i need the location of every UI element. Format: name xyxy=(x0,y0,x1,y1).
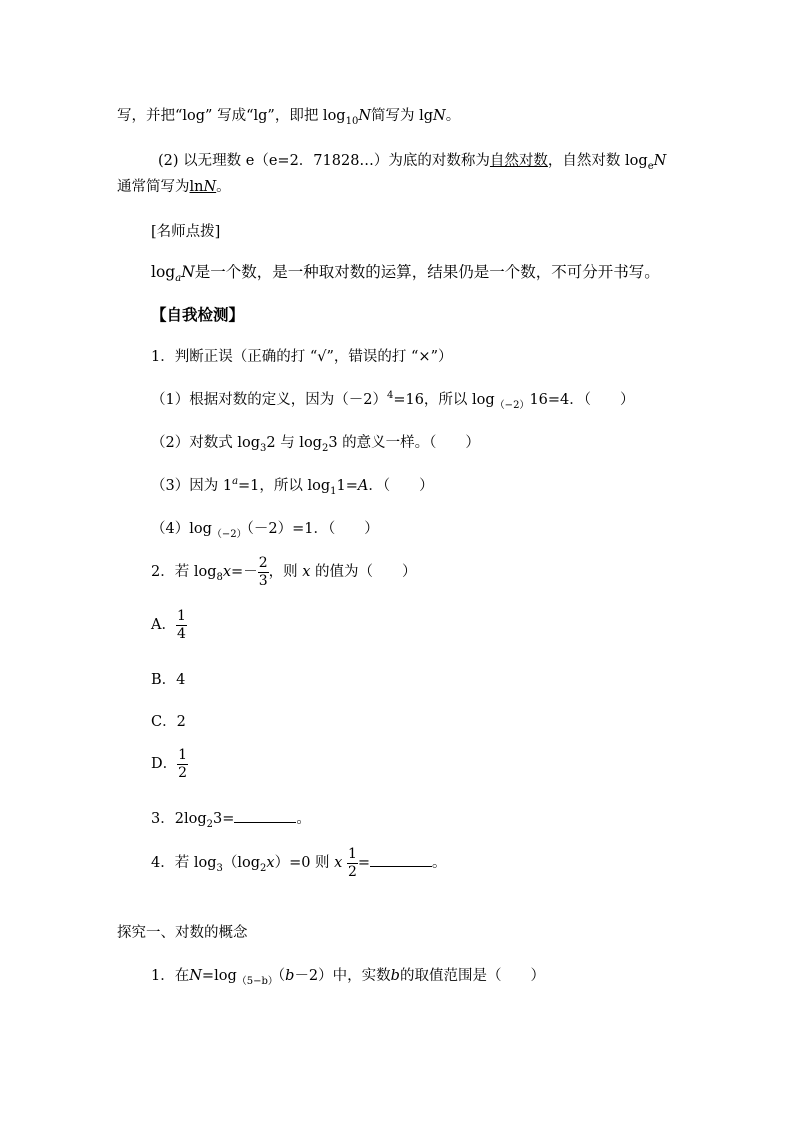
answer-blank[interactable] xyxy=(370,852,432,867)
question-1-item-4: $(4)\log_{(-2)}(-2)=1$．（ ） xyxy=(151,521,379,540)
question-2-stem: 2．若 $\log_8x=-$ $\frac{2}{3}$ ，则 x 的值为（ ） xyxy=(151,554,417,589)
fraction-two-thirds: $\frac{2}{3}$ xyxy=(258,554,268,589)
question-1-item-3: （3）因为 $1^a=1$，所以 $\log_11=A$．（ ） xyxy=(151,476,434,497)
question-1-stem: 1．判断正误（正确的打 “√”，错误的打 “×”） xyxy=(151,349,453,365)
tip-label: [名师点拨] xyxy=(151,224,221,240)
option-c: C．2 xyxy=(151,714,186,730)
fraction-one-quarter: $\frac{1}{4}$ xyxy=(176,607,186,642)
paragraph-natural-log: (2) 以无理数 e（e=2．71828…）为底的对数称为自然对数，自然对数 $\log_eN$ xyxy=(158,153,667,172)
option-d: D． $\frac{1}{2}$ xyxy=(151,746,188,781)
question-4: 4．若 $\log_3(\log_2x)=0$ 则 x $\frac{1}{2}$ = 。 xyxy=(151,845,447,880)
question-1-item-1: （1）根据对数的定义，因为$(-2)^4=16$，所以 $\log_{(-2)}16=4$．（ ） xyxy=(151,390,635,411)
paragraph-lg-definition: 写，并把“log” 写成“lg”，即把 $\log_{10}N$简写为 lgN。 xyxy=(117,108,461,127)
paragraph-ln-notation: 通常简写为lnN。 xyxy=(117,179,231,195)
tip-content: $\log_aN$是一个数，是一种取对数的运算，结果仍是一个数，不可分开书写。 xyxy=(151,263,660,284)
question-3: 3．$2\log_23=$ 。 xyxy=(151,808,311,831)
term-ln: lnN xyxy=(189,179,217,195)
exploration-question-1: 1．在$N=\log_{(5-b)}(b-2)$中，实数b的取值范围是（ ） xyxy=(151,968,545,987)
answer-blank[interactable] xyxy=(234,808,296,823)
fraction-one-half: $\frac{1}{2}$ xyxy=(178,746,188,781)
self-check-heading: 【自我检测】 xyxy=(151,305,245,324)
term-natural-log: 自然对数 xyxy=(489,153,548,169)
fraction-one-half-exponent: $\frac{1}{2}$ xyxy=(347,845,357,880)
option-a: A． $\frac{1}{4}$ xyxy=(151,607,186,642)
question-1-item-2: （2）对数式 $\log_32$ 与 $\log_23$ 的意义一样。（ ） xyxy=(151,435,480,454)
section-heading-concept: 探究一、对数的概念 xyxy=(117,925,248,941)
option-b: B．4 xyxy=(151,672,186,688)
